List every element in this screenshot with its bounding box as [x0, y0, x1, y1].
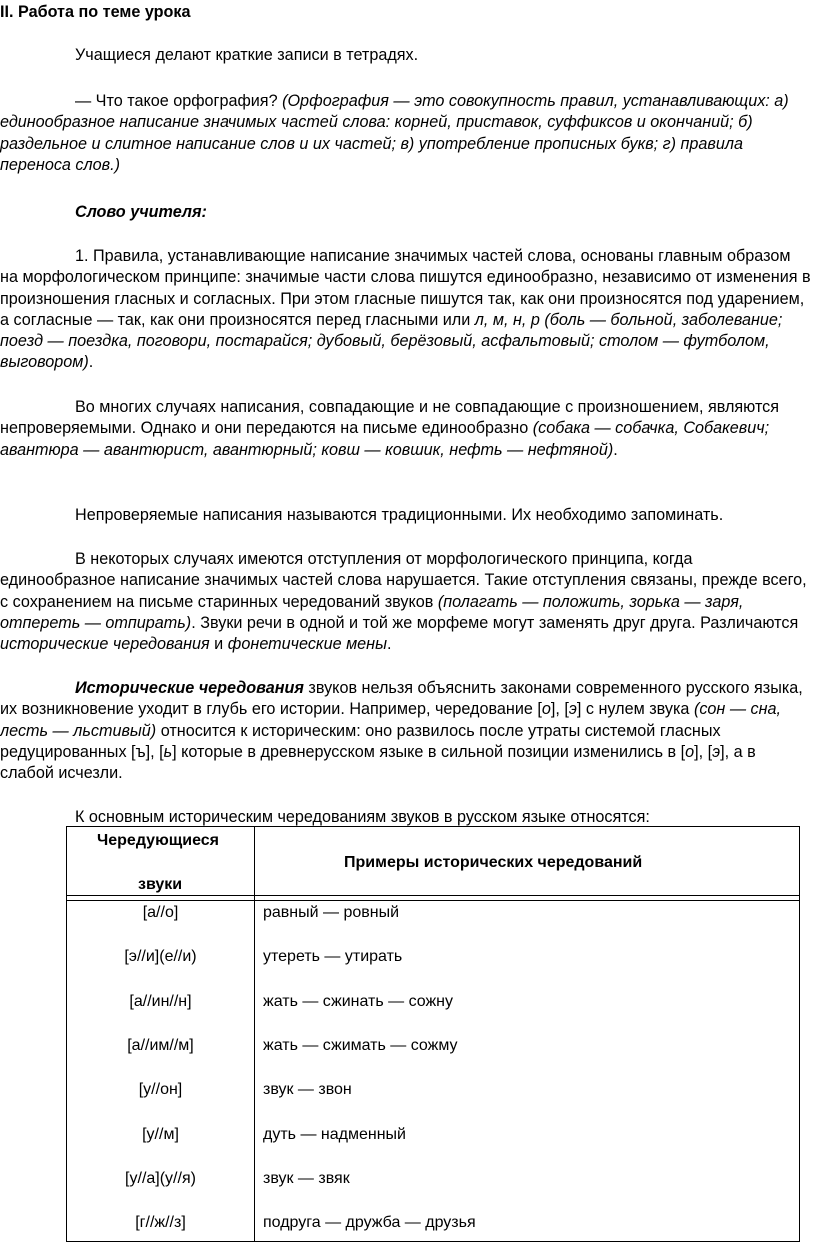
paragraph-rule-1: 1. Правила, устанавливающие написание значимых частей слова, основаны главным образом на морфологическом принципе: значимые части слова пишутся единообразно, независимо от изменения в произношения гласных и согласных. При этом гласные пишутся так, как они произносятся под ударением, а согласные — так, как они произносятся перед гласными или л, м, н, р (боль — больной, заболевание; поезд — поездка, поговори, постарайся; дубовый, берёзовый, асфальтовый; столом — футболом, выговором). [0, 247, 811, 372]
sound-item: [а//ин//н] [129, 993, 192, 1010]
sound-item: [э//и](е//и) [124, 948, 197, 965]
example-item: утереть — утирать [263, 948, 403, 965]
example-item: подруга — дружба — друзья [263, 1214, 476, 1231]
paragraph-table-intro: К основным историческим чередованиям звуков в русском языке относятся: [75, 808, 650, 826]
paragraph-traditional: Непроверяемые написания называются традиционными. Их необходимо запоминать. [75, 506, 724, 524]
question-text: — Что такое орфография? [75, 92, 283, 110]
table-header-row [67, 827, 800, 896]
sounds-column [67, 901, 255, 1242]
paragraph-unverifiable: Во многих случаях написания, совпадающие и не совпадающие с произношением, являются непроверяемыми. Однако и они передаются на письме единообразно (собака — собачка, Собакевич; авантюра — авантюрист, авантюрный; ковш — ковшик, нефть — нефтяной). [0, 398, 780, 459]
paragraph-exceptions: В некоторых случаях имеются отступления от морфологического принципа, когда единообразное написание значимых частей слова нарушается. Такие отступления связаны, прежде всего, с сохранением на письме старинных чередований звуков (полагать — положить, зорька — заря, отпереть — отпирать). Звуки речи в одной и той же морфеме могут заменять друг друга. Различаются исторические чередования и фонетические мены. [0, 550, 807, 654]
sound-item: [г//ж//з] [135, 1214, 186, 1231]
paragraph-historical: Исторические чередования звуков нельзя объяснить законами современного русского языка, их возникновение уходит в глубь его истории. Например, чередование [о], [э] с нулем звука (сон — сна, лесть — льстивый) относится к историческим: оно развилось после утраты системой гласных редуцированных [ъ], [ь] которые в древнерусском языке в сильной позиции изменились в [о], [э], а в слабой исчезли. [0, 679, 803, 783]
example-item: жать — сжинать — сожну [263, 993, 453, 1010]
sound-item: [а//им//м] [127, 1037, 194, 1054]
examples-column [255, 901, 800, 1242]
paragraph-question [0, 91, 812, 176]
example-item: звук — звон [263, 1081, 352, 1098]
sound-item: [у//он] [138, 1081, 183, 1098]
alternations-table [66, 826, 800, 1242]
example-item: жать — сжимать — сожму [263, 1037, 458, 1054]
sound-item: [а//о] [142, 904, 179, 921]
example-item: дуть — надменный [263, 1126, 406, 1143]
example-item: равный — ровный [263, 904, 400, 921]
teacher-word-label: Слово учителя: [75, 203, 207, 221]
header-cell-sounds: Чередующиеся звуки [67, 827, 255, 896]
sound-item: [у//м] [142, 1126, 179, 1143]
example-item: звук — звяк [263, 1170, 350, 1187]
table-body-row [67, 901, 800, 1242]
header-cell-examples: Примеры исторических чередований [255, 827, 800, 896]
answer-text: (Орфография — это совокупность правил, устанавливающих: а) единообразное написание значимых частей слова: корней, приставок, суффиксов и окончаний; б) раздельное и слитное написание слов и их частей; в) употребление прописных букв; г) правила переноса слов.) [0, 92, 789, 174]
paragraph-notes: Учащиеся делают краткие записи в тетрадях. [75, 46, 419, 64]
sound-item: [у//а](у//я) [125, 1170, 196, 1187]
section-heading: II. Работа по теме урока [0, 3, 191, 21]
